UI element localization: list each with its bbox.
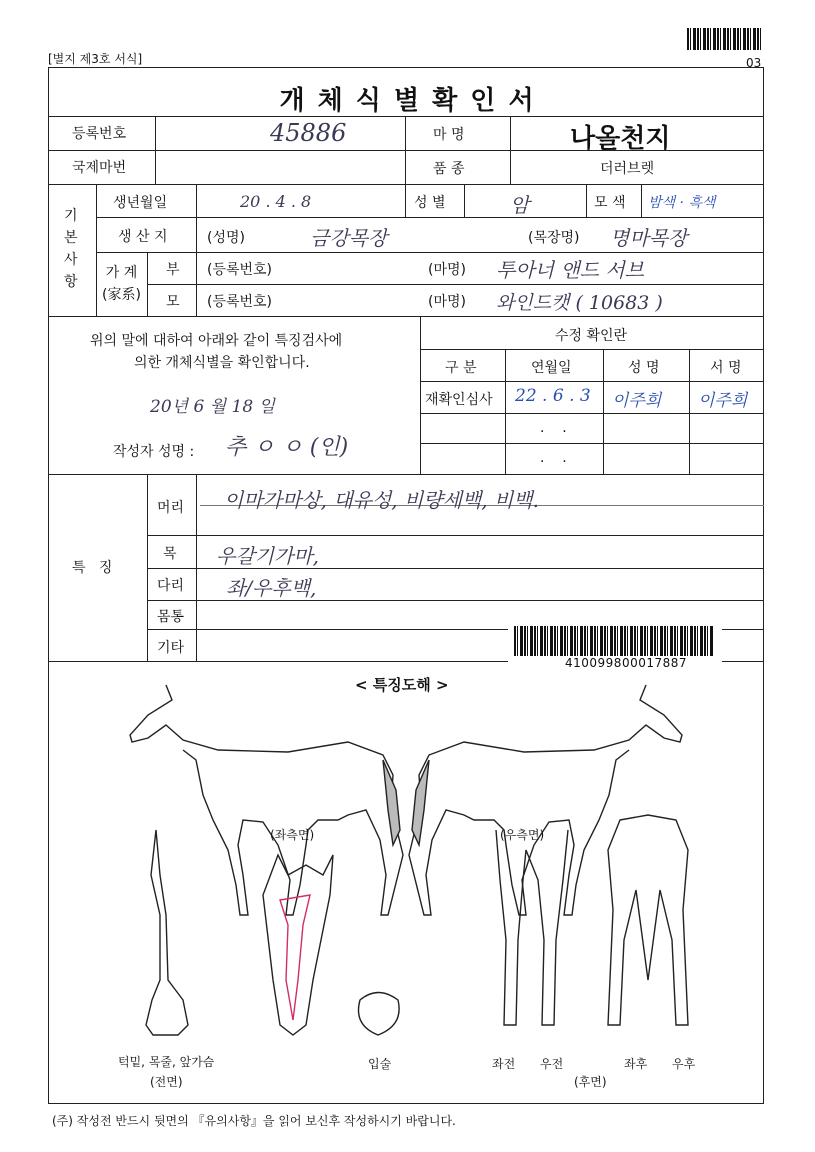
form-label: [별지 제3호 서식]	[48, 52, 143, 66]
intl-no-label: 국제마번	[72, 160, 127, 176]
body-label: 몸통	[157, 609, 185, 625]
rear-view-label: (후면)	[574, 1075, 607, 1089]
color-value: 밤색 · 흑색	[648, 195, 716, 211]
head-value: 이마가마상, 대유성, 비량세백, 비백.	[224, 488, 539, 512]
recheck-row1-name: 이주희	[612, 391, 662, 411]
lip-caption: 입술	[368, 1057, 392, 1071]
dam-value: 와인드캣 ( 10683 )	[496, 292, 663, 314]
horse-name-label: 마 명	[433, 127, 465, 143]
diagram-title: < 특징도해 >	[355, 676, 449, 694]
recheck-col-sign: 서 명	[710, 360, 742, 376]
sex-value: 암	[510, 193, 530, 217]
head-front-view	[263, 855, 333, 1035]
origin-name-value: 금강목장	[310, 226, 388, 250]
birth-value: 20 . 4 . 8	[240, 192, 312, 211]
horse-name-value: 나올천지	[570, 124, 671, 154]
recheck-row3-dots: . .	[540, 450, 567, 466]
neck-value: 우갈기가마,	[216, 544, 319, 568]
birth-label: 생년월일	[113, 195, 168, 211]
left-side-horse	[130, 685, 403, 915]
confirm-line1: 위의 말에 대하여 아래와 같이 특징검사에	[90, 333, 343, 349]
page-title: 개 체 식 별 확 인 서	[279, 86, 536, 116]
recheck-row1-date: 22 . 6 . 3	[515, 386, 591, 406]
front-caption: 턱밑, 목줄, 앞가슴	[118, 1055, 215, 1069]
dam-reg-label: (등록번호)	[207, 294, 273, 310]
barcode-number: 410099800017887	[565, 656, 688, 670]
recheck-col-date: 연월일	[531, 360, 572, 376]
reg-no-label: 등록번호	[72, 126, 127, 142]
footer-note: (주) 작성전 반드시 뒷면의 『유의사항』을 읽어 보신후 작성하시기 바랍니다.	[52, 1114, 456, 1128]
reg-no-value: 45886	[270, 119, 347, 147]
lineage-label: 가 계 (家系)	[102, 265, 141, 303]
dam-label: 모	[166, 294, 180, 310]
horse-diagram	[48, 680, 764, 1080]
confirm-date: 20년 6 월 18 일	[150, 397, 275, 417]
farm-label: (목장명)	[528, 230, 580, 246]
recheck-col-type: 구 분	[445, 360, 477, 376]
origin-name-label: (성명)	[207, 230, 245, 246]
dam-name-label: (마명)	[428, 294, 466, 310]
lf-label: 좌전	[492, 1057, 516, 1071]
legs-value: 좌/우후백,	[226, 576, 317, 600]
color-label: 모 색	[594, 195, 626, 211]
front-chest-view	[146, 830, 188, 1035]
barcode	[514, 626, 714, 656]
recheck-row2-dots: . .	[540, 420, 567, 436]
sire-value: 투아너 앤드 서브	[496, 258, 644, 282]
front-legs-view	[496, 830, 568, 1025]
left-side-label: (좌측면)	[270, 828, 315, 842]
rear-view	[608, 815, 688, 1025]
front-view-label: (전면)	[150, 1075, 183, 1089]
head-label: 머리	[157, 500, 185, 516]
writer-label: 작성자 성명 :	[113, 444, 195, 460]
rf-label: 우전	[540, 1057, 564, 1071]
confirm-line2: 의한 개체식별을 확인합니다.	[134, 355, 310, 371]
legs-label: 다리	[157, 578, 185, 594]
right-side-horse	[409, 685, 682, 915]
sire-name-label: (마명)	[428, 262, 466, 278]
recheck-title: 수정 확인란	[555, 328, 628, 344]
sire-label: 부	[166, 262, 180, 278]
basic-section-label: 기 본 사 항	[64, 208, 78, 290]
breed-value: 더러브렛	[600, 161, 655, 177]
page-code: 03	[746, 56, 762, 70]
rh-label: 우후	[672, 1057, 696, 1071]
recheck-col-name: 성 명	[628, 360, 660, 376]
origin-label: 생 산 지	[118, 229, 168, 245]
farm-value: 명마목장	[610, 226, 688, 250]
sire-reg-label: (등록번호)	[207, 262, 273, 278]
sex-label: 성 별	[414, 195, 446, 211]
lh-label: 좌후	[624, 1057, 648, 1071]
recheck-row1-sign: 이주희	[698, 391, 748, 411]
writer-value: 추 ㅇ ㅇ (인)	[225, 435, 349, 460]
breed-label: 품 종	[433, 161, 465, 177]
neck-label: 목	[163, 546, 177, 562]
lips-view	[358, 993, 399, 1036]
right-side-label: (우측면)	[500, 828, 545, 842]
other-label: 기타	[157, 640, 185, 656]
recheck-row1-type: 재확인심사	[425, 392, 493, 408]
features-section-label: 특 징	[72, 560, 113, 576]
top-barcode	[687, 28, 762, 50]
